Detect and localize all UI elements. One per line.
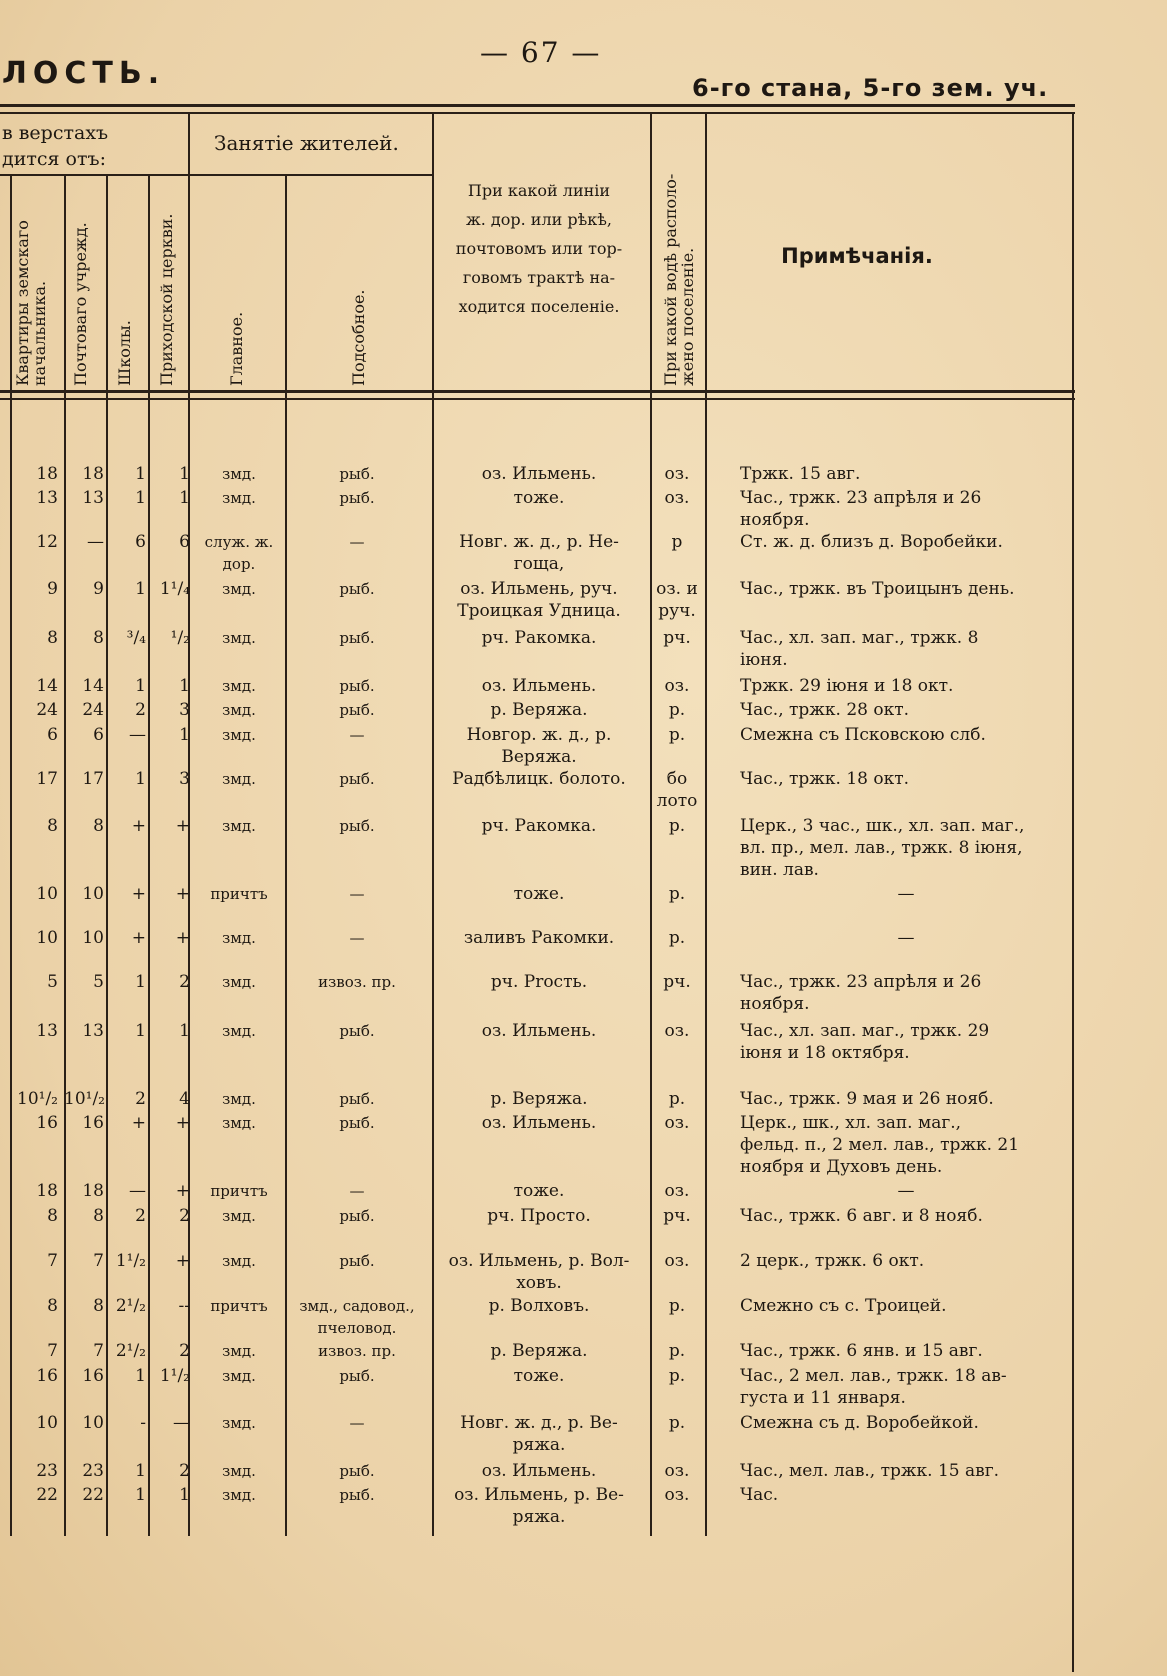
cell-occupation-main: змд. (222, 1207, 256, 1225)
cell-distance-church: + (175, 1113, 190, 1133)
cell-distance-po: 17 (82, 769, 104, 789)
cell-occupation-main: змд. (222, 580, 256, 598)
cell-distance-school: 2 (135, 700, 146, 720)
cell-distance-kv: 14 (36, 676, 58, 696)
col-header-notes: Примѣчанія. (781, 244, 933, 268)
cell-distance-church: 2 (179, 972, 190, 992)
cell-occupation-main: змд. (222, 817, 256, 835)
cell-distance-church: -- (178, 1296, 190, 1316)
cell-distance-po: 7 (93, 1251, 104, 1271)
cell-distance-kv: 10 (36, 1413, 58, 1433)
col-divider (1072, 112, 1074, 1672)
cell-notes: Час. (740, 1485, 779, 1505)
cell-water-body: оз. и руч. (656, 579, 698, 621)
cell-distance-po: 13 (82, 488, 104, 508)
cell-distance-school: + (131, 884, 146, 904)
cell-distance-po: 10 (82, 928, 104, 948)
cell-notes: — (897, 884, 915, 904)
cell-distance-school: 1 (135, 1021, 146, 1041)
cell-water-body: р. (668, 1413, 686, 1433)
cell-occupation-aux: — (349, 1414, 365, 1432)
cell-occupation-aux: — (349, 533, 365, 551)
cell-notes: — (897, 1181, 915, 1201)
cell-distance-school: 1 (135, 769, 146, 789)
cell-distance-school: - (140, 1413, 146, 1433)
cell-occupation-aux: — (349, 1182, 365, 1200)
cell-occupation-aux: рыб. (339, 677, 375, 695)
cell-occupation-aux: рыб. (339, 817, 375, 835)
cell-notes: Смежна съ д. Воробейкой. (740, 1413, 979, 1433)
cell-notes: Час., тржк. 6 янв. и 15 авг. (740, 1341, 983, 1361)
cell-occupation-main: служ. ж. дор. (204, 533, 274, 573)
cell-line-location: р. Волховъ. (488, 1296, 590, 1316)
cell-distance-kv: 23 (36, 1461, 58, 1481)
cell-distance-kv: 16 (36, 1366, 58, 1386)
cell-occupation-main: змд. (222, 1486, 256, 1504)
cell-distance-school: 6 (135, 532, 146, 552)
col-divider (148, 176, 150, 1536)
cell-distance-po: 6 (93, 725, 104, 745)
cell-distance-kv: 7 (47, 1341, 58, 1361)
cell-notes: Час., тржк. 23 апрѣля и 26 ноября. (740, 488, 982, 530)
cell-occupation-main: причтъ (210, 1182, 268, 1200)
cell-distance-kv: 7 (47, 1251, 58, 1271)
cell-distance-po: 8 (93, 816, 104, 836)
cell-occupation-aux: рыб. (339, 1252, 375, 1270)
rule-top (0, 104, 1075, 107)
cell-water-body: р. (668, 884, 686, 904)
cell-distance-school: ³/₄ (126, 628, 146, 648)
cell-notes: Час., тржк. въ Троицынъ день. (740, 579, 1015, 599)
cell-water-body: оз. (664, 676, 690, 696)
cell-occupation-aux: рыб. (339, 465, 375, 483)
cell-occupation-main: змд. (222, 726, 256, 744)
cell-distance-church: 1¹/₂ (159, 1366, 190, 1386)
cell-distance-church: 2 (179, 1461, 190, 1481)
cell-line-location: рч. Prость. (490, 972, 588, 992)
cell-line-location: оз. Ильмень. (481, 464, 597, 484)
cell-distance-kv: 8 (47, 1206, 58, 1226)
cell-occupation-main: причтъ (210, 1297, 268, 1315)
cell-water-body: р. (668, 700, 686, 720)
distance-group-header: в верстахъ дится отъ: (2, 122, 109, 170)
cell-line-location: тоже. (513, 488, 565, 508)
cell-occupation-aux: извоз. пр. (318, 1342, 396, 1360)
cell-notes: Церк., шк., хл. зап. маг., фельд. п., 2 мел. лав., тржк. 21 ноября и Духовъ день. (740, 1113, 1020, 1177)
col-header-po: Почтоваго учрежд. (71, 222, 90, 386)
col-header-water: При какой водѣ располо- жено поселеніе. (661, 173, 697, 386)
cell-notes: Час., хл. зап. маг., тржк. 8 iюня. (740, 628, 979, 670)
col-header-aux: Подсобное. (349, 289, 368, 386)
cell-water-body: р. (668, 816, 686, 836)
cell-distance-kv: 18 (36, 1181, 58, 1201)
cell-occupation-aux: рыб. (339, 1486, 375, 1504)
cell-distance-school: — (129, 1181, 146, 1201)
cell-distance-kv: 12 (36, 532, 58, 552)
cell-distance-church: 1 (179, 725, 190, 745)
cell-distance-school: 1 (135, 676, 146, 696)
cell-occupation-main: причтъ (210, 885, 268, 903)
cell-distance-kv: 22 (36, 1485, 58, 1505)
cell-distance-po: 10 (82, 1413, 104, 1433)
cell-occupation-main: змд. (222, 489, 256, 507)
cell-occupation-main: змд. (222, 1090, 256, 1108)
cell-distance-po: 24 (82, 700, 104, 720)
cell-water-body: бо лото (656, 769, 698, 811)
cell-water-body: оз. (664, 464, 690, 484)
cell-distance-church: 1 (179, 1021, 190, 1041)
cell-notes: Час., 2 мел. лав., тржк. 18 ав- густа и 11 января. (740, 1366, 1007, 1408)
cell-line-location: заливъ Ракомки. (463, 928, 615, 948)
cell-occupation-aux: — (349, 885, 365, 903)
cell-notes: Час., тржк. 9 мая и 26 нояб. (740, 1089, 994, 1109)
cell-water-body: оз. (664, 1461, 690, 1481)
cell-notes: 2 церк., тржк. 6 окт. (740, 1251, 925, 1271)
cell-distance-kv: 5 (47, 972, 58, 992)
cell-occupation-main: змд. (222, 1114, 256, 1132)
cell-distance-church: 1 (179, 676, 190, 696)
cell-distance-church: + (175, 816, 190, 836)
col-divider (705, 112, 707, 1536)
cell-line-location: рч. Ракомка. (481, 628, 597, 648)
cell-distance-church: 3 (179, 700, 190, 720)
cell-occupation-main: змд. (222, 973, 256, 991)
cell-water-body: р. (668, 1296, 686, 1316)
col-header-main: Главное. (227, 311, 246, 386)
cell-occupation-aux: рыб. (339, 701, 375, 719)
cell-water-body: р. (668, 928, 686, 948)
cell-occupation-aux: — (349, 726, 365, 744)
col-header-kv: Квартиры земскаго начальника. (13, 220, 49, 386)
col-divider (64, 176, 66, 1536)
cell-distance-school: 1 (135, 1366, 146, 1386)
cell-distance-po: 10 (82, 884, 104, 904)
cell-water-body: оз. (664, 1485, 690, 1505)
cell-notes: Час., мел. лав., тржк. 15 авг. (740, 1461, 1000, 1481)
col-header-line: При какой линіи ж. дор. или рѣкѣ, почтовомъ или тор- говомъ трактѣ на- ходится поселеніе. (455, 181, 623, 316)
rule-header-bottom-2 (0, 398, 1075, 400)
cell-line-location: Новг. ж. д., р. Не- гоща, (459, 532, 619, 574)
cell-line-location: рч. Просто. (487, 1206, 591, 1226)
cell-occupation-main: змд. (222, 1252, 256, 1270)
cell-distance-kv: 10 (36, 928, 58, 948)
cell-line-location: Новгор. ж. д., р. Веряжа. (466, 725, 612, 767)
cell-distance-po: 16 (82, 1366, 104, 1386)
cell-distance-kv: 13 (36, 488, 58, 508)
cell-occupation-aux: рыб. (339, 489, 375, 507)
cell-notes: Час., хл. зап. маг., тржк. 29 iюня и 18 октября. (740, 1021, 990, 1063)
occupation-group-header: Занятіе жителей. (214, 131, 399, 155)
cell-distance-church: 2 (179, 1206, 190, 1226)
cell-line-location: р. Веряжа. (490, 1341, 588, 1361)
cell-occupation-aux: извоз. пр. (318, 973, 396, 991)
cell-distance-school: 1 (135, 1461, 146, 1481)
cell-occupation-main: змд. (222, 1022, 256, 1040)
page-number: — 67 — (480, 36, 602, 69)
cell-notes: Смежно съ с. Троицей. (740, 1296, 947, 1316)
cell-occupation-main: змд. (222, 1342, 256, 1360)
cell-distance-po: 8 (93, 1206, 104, 1226)
cell-distance-church: + (175, 884, 190, 904)
cell-distance-school: 2 (135, 1206, 146, 1226)
cell-water-body: рч. (663, 628, 691, 648)
cell-occupation-aux: рыб. (339, 580, 375, 598)
cell-line-location: оз. Ильмень. (481, 1113, 597, 1133)
rule-top-inner (0, 112, 1075, 114)
cell-notes: — (897, 928, 915, 948)
cell-distance-kv: 10 (36, 884, 58, 904)
cell-occupation-aux: рыб. (339, 1022, 375, 1040)
cell-distance-church: ¹/₂ (170, 628, 190, 648)
cell-line-location: тоже. (513, 1181, 565, 1201)
cell-distance-school: 2¹/₂ (115, 1341, 146, 1361)
cell-distance-kv: 6 (47, 725, 58, 745)
cell-distance-po: 23 (82, 1461, 104, 1481)
cell-water-body: р. (668, 1089, 686, 1109)
cell-distance-school: + (131, 816, 146, 836)
rule-group-occ (188, 174, 433, 176)
cell-distance-church: + (175, 1181, 190, 1201)
cell-distance-church: + (175, 1251, 190, 1271)
cell-line-location: р. Веряжа. (490, 1089, 588, 1109)
cell-distance-church: + (175, 928, 190, 948)
col-divider (10, 176, 12, 1536)
col-header-sh: Школы. (115, 320, 134, 386)
cell-distance-school: 1 (135, 972, 146, 992)
cell-distance-school: 1 (135, 488, 146, 508)
cell-distance-po: 18 (82, 464, 104, 484)
cell-distance-kv: 17 (36, 769, 58, 789)
cell-distance-po: — (87, 532, 104, 552)
cell-distance-kv: 16 (36, 1113, 58, 1133)
cell-line-location: Новг. ж. д., р. Ве- ряжа. (460, 1413, 618, 1455)
cell-water-body: р (671, 532, 683, 552)
cell-line-location: Радбѣлицк. болото. (452, 769, 626, 789)
cell-distance-school: 2 (135, 1089, 146, 1109)
cell-line-location: тоже. (513, 1366, 565, 1386)
cell-distance-po: 18 (82, 1181, 104, 1201)
cell-notes: Час., тржк. 28 окт. (740, 700, 910, 720)
cell-distance-church: 1¹/₄ (159, 579, 190, 599)
cell-distance-church: 1 (179, 464, 190, 484)
header-volost: ЛОСТЬ. (2, 56, 166, 91)
cell-occupation-main: змд. (222, 465, 256, 483)
cell-distance-po: 8 (93, 628, 104, 648)
cell-water-body: оз. (664, 1251, 690, 1271)
rule-header-bottom (0, 390, 1075, 393)
cell-occupation-aux: рыб. (339, 770, 375, 788)
cell-notes: Смежна съ Псковскою слб. (740, 725, 986, 745)
cell-occupation-aux: рыб. (339, 1090, 375, 1108)
cell-water-body: оз. (664, 488, 690, 508)
cell-occupation-aux: рыб. (339, 629, 375, 647)
cell-occupation-main: змд. (222, 770, 256, 788)
cell-line-location: оз. Ильмень, р. Вол- ховъ. (448, 1251, 630, 1293)
cell-line-location: оз. Ильмень. (481, 676, 597, 696)
cell-distance-kv: 8 (47, 1296, 58, 1316)
cell-distance-kv: 9 (47, 579, 58, 599)
cell-distance-church: 1 (179, 488, 190, 508)
cell-distance-kv: 13 (36, 1021, 58, 1041)
cell-line-location: р. Веряжа. (490, 700, 588, 720)
cell-distance-po: 7 (93, 1341, 104, 1361)
cell-water-body: р. (668, 1341, 686, 1361)
cell-distance-church: 1 (179, 1485, 190, 1505)
cell-notes: Час., тржк. 6 авг. и 8 нояб. (740, 1206, 983, 1226)
cell-notes: Тржк. 15 авг. (740, 464, 861, 484)
cell-notes: Церк., 3 час., шк., хл. зап. маг., вл. пр., мел. лав., тржк. 8 iюня, вин. лав. (740, 816, 1025, 880)
cell-distance-po: 16 (82, 1113, 104, 1133)
cell-occupation-main: змд. (222, 677, 256, 695)
cell-water-body: р. (668, 1366, 686, 1386)
cell-distance-church: 4 (179, 1089, 190, 1109)
cell-distance-school: 1 (135, 464, 146, 484)
cell-water-body: рч. (663, 972, 691, 992)
col-divider (106, 176, 108, 1536)
cell-distance-school: 1 (135, 1485, 146, 1505)
cell-occupation-aux: рыб. (339, 1114, 375, 1132)
cell-notes: Тржк. 29 iюня и 18 окт. (740, 676, 954, 696)
cell-water-body: оз. (664, 1113, 690, 1133)
cell-occupation-main: змд. (222, 929, 256, 947)
cell-line-location: оз. Ильмень, руч. Троицкая Удница. (457, 579, 621, 621)
cell-distance-school: 2¹/₂ (115, 1296, 146, 1316)
cell-notes: Ст. ж. д. близъ д. Воробейки. (740, 532, 1003, 552)
cell-distance-kv: 24 (36, 700, 58, 720)
cell-distance-school: 1¹/₂ (115, 1251, 146, 1271)
cell-distance-po: 14 (82, 676, 104, 696)
cell-occupation-aux: — (349, 929, 365, 947)
cell-distance-po: 13 (82, 1021, 104, 1041)
cell-distance-po: 22 (82, 1485, 104, 1505)
cell-distance-school: + (131, 1113, 146, 1133)
col-header-ch: Приходской церкви. (157, 213, 176, 386)
cell-notes: Час., тржк. 23 апрѣля и 26 ноября. (740, 972, 982, 1014)
cell-distance-school: + (131, 928, 146, 948)
cell-occupation-main: змд. (222, 1414, 256, 1432)
cell-notes: Час., тржк. 18 окт. (740, 769, 910, 789)
rule-group-dist (0, 174, 188, 176)
header-district: 6-го стана, 5-го зем. уч. (692, 74, 1049, 102)
cell-occupation-aux: рыб. (339, 1367, 375, 1385)
cell-distance-kv: 18 (36, 464, 58, 484)
cell-distance-kv: 10¹/₂ (17, 1089, 58, 1109)
cell-occupation-aux: змд., садовод., пчеловод. (299, 1297, 415, 1337)
cell-line-location: оз. Ильмень, р. Ве- ряжа. (454, 1485, 624, 1527)
cell-water-body: рч. (663, 1206, 691, 1226)
cell-line-location: оз. Ильмень. (481, 1021, 597, 1041)
cell-distance-church: 3 (179, 769, 190, 789)
cell-line-location: рч. Ракомка. (481, 816, 597, 836)
cell-distance-school: — (129, 725, 146, 745)
cell-distance-church: 6 (179, 532, 190, 552)
cell-occupation-main: змд. (222, 1367, 256, 1385)
cell-distance-kv: 8 (47, 628, 58, 648)
cell-occupation-main: змд. (222, 629, 256, 647)
cell-occupation-aux: рыб. (339, 1462, 375, 1480)
cell-distance-po: 9 (93, 579, 104, 599)
cell-occupation-main: змд. (222, 701, 256, 719)
cell-water-body: оз. (664, 1181, 690, 1201)
cell-water-body: оз. (664, 1021, 690, 1041)
cell-occupation-aux: рыб. (339, 1207, 375, 1225)
cell-line-location: оз. Ильмень. (481, 1461, 597, 1481)
cell-line-location: тоже. (513, 884, 565, 904)
cell-occupation-main: змд. (222, 1462, 256, 1480)
cell-distance-po: 5 (93, 972, 104, 992)
cell-water-body: р. (668, 725, 686, 745)
cell-distance-po: 8 (93, 1296, 104, 1316)
cell-distance-po: 10¹/₂ (64, 1089, 105, 1109)
cell-distance-church: — (173, 1413, 190, 1433)
cell-distance-kv: 8 (47, 816, 58, 836)
cell-distance-school: 1 (135, 579, 146, 599)
cell-distance-church: 2 (179, 1341, 190, 1361)
